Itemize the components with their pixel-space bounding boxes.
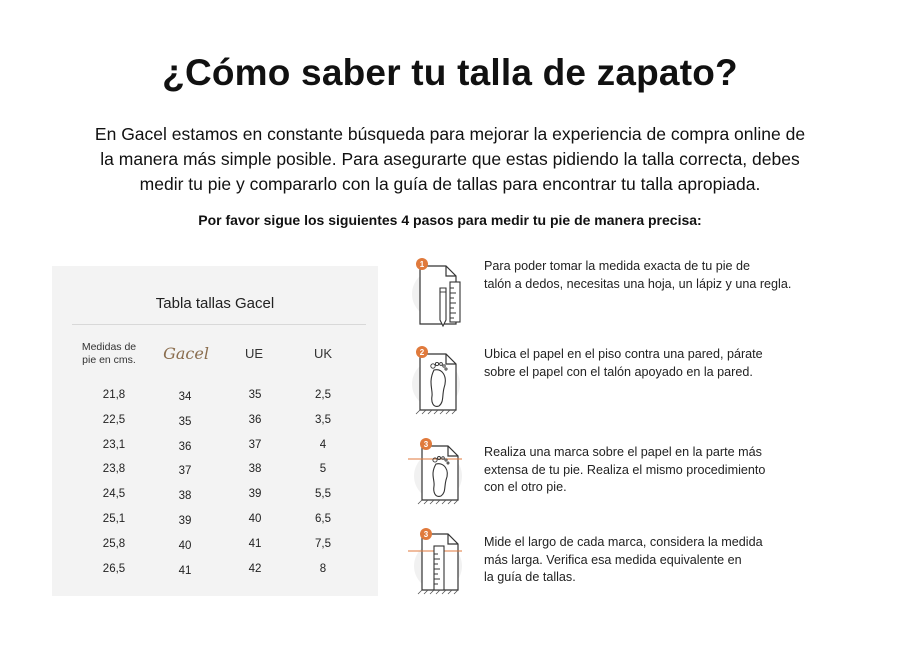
step-badge: 1 bbox=[419, 260, 425, 269]
step-badge: 2 bbox=[419, 348, 425, 357]
step-1-text bbox=[484, 258, 844, 293]
cell-gacel: 39 bbox=[178, 514, 192, 527]
table-row bbox=[52, 533, 378, 558]
cell-gacel: 34 bbox=[178, 391, 192, 403]
cell-cm: 23,1 bbox=[102, 438, 126, 451]
cell-gacel: 36 bbox=[178, 440, 192, 453]
cell-uk: 3,5 bbox=[315, 413, 331, 426]
cell-cm: 23,8 bbox=[102, 463, 126, 476]
table-row bbox=[52, 434, 378, 459]
cell-gacel: 41 bbox=[178, 564, 192, 577]
intro-line: medir tu pie y compararlo con la guía de tallas para encontrar tu talla apropiada. bbox=[139, 174, 761, 194]
mark-foot-icon bbox=[406, 436, 472, 506]
intro-paragraph bbox=[60, 122, 840, 197]
step-text-line: la guía de tallas. bbox=[484, 570, 576, 584]
col-header-uk: UK bbox=[313, 346, 333, 361]
col-header-measure bbox=[70, 341, 148, 367]
step-text-line: extensa de tu pie. Realiza el mismo procedimiento bbox=[484, 462, 766, 477]
cell-ue: 41 bbox=[248, 537, 262, 550]
table-row bbox=[52, 409, 378, 434]
size-table-panel bbox=[52, 266, 378, 596]
cell-ue: 39 bbox=[248, 488, 262, 501]
foot-on-paper-icon bbox=[406, 346, 472, 416]
gacel-logo: Gacel bbox=[163, 344, 209, 363]
size-table-title: Tabla tallas Gacel bbox=[155, 295, 275, 312]
step-3-text bbox=[484, 444, 844, 497]
cell-ue: 42 bbox=[248, 562, 262, 575]
cell-cm: 24,5 bbox=[102, 488, 126, 501]
cell-uk: 4 bbox=[319, 438, 327, 451]
cell-ue: 35 bbox=[248, 389, 262, 401]
step-text-line: talón a dedos, necesitas una hoja, un lápiz y una regla. bbox=[484, 276, 792, 291]
table-row bbox=[52, 483, 378, 508]
page-title: ¿Cómo saber tu talla de zapato? bbox=[162, 52, 738, 93]
step-text-line: más larga. Verifica esa medida equivalente en bbox=[484, 552, 742, 567]
col-header-measure-line: pie en cms. bbox=[82, 354, 136, 366]
step-badge: 3 bbox=[423, 530, 429, 539]
step-text-line: Realiza una marca sobre el papel en la parte más bbox=[484, 445, 762, 459]
step-text-line: sobre el papel con el talón apoyado en la pared. bbox=[484, 364, 753, 379]
step-badge: 3 bbox=[423, 440, 429, 449]
step-4-text bbox=[484, 534, 844, 587]
cell-uk: 5 bbox=[319, 463, 327, 476]
cell-cm: 22,5 bbox=[102, 413, 126, 426]
size-table-rows bbox=[52, 384, 378, 582]
cell-gacel: 38 bbox=[178, 490, 192, 503]
table-row bbox=[52, 458, 378, 483]
intro-line: la manera más simple posible. Para asegurarte que estas pidiendo la talla correcta, debes bbox=[100, 149, 800, 169]
table-row bbox=[52, 558, 378, 583]
step-text-line: con el otro pie. bbox=[484, 480, 567, 494]
cell-uk: 2,5 bbox=[315, 389, 331, 401]
cell-uk: 7,5 bbox=[315, 537, 331, 550]
table-row bbox=[52, 384, 378, 409]
cell-uk: 5,5 bbox=[315, 488, 331, 501]
cell-cm: 21,8 bbox=[102, 389, 126, 401]
cell-ue: 36 bbox=[248, 413, 262, 426]
cell-cm: 25,1 bbox=[102, 512, 126, 525]
step-2-text bbox=[484, 346, 844, 381]
intro-line: En Gacel estamos en constante búsqueda para mejorar la experiencia de compra online de bbox=[94, 124, 806, 144]
step-text-line: Mide el largo de cada marca, considera la medida bbox=[484, 535, 763, 549]
col-header-ue: UE bbox=[244, 346, 264, 361]
step-3 bbox=[406, 436, 866, 506]
cell-cm: 26,5 bbox=[102, 562, 126, 575]
step-1 bbox=[406, 258, 866, 328]
table-divider bbox=[72, 324, 366, 325]
step-4 bbox=[406, 526, 866, 596]
cell-uk: 6,5 bbox=[315, 512, 331, 525]
cell-gacel: 40 bbox=[178, 539, 192, 552]
step-text-line: Para poder tomar la medida exacta de tu pie de bbox=[484, 259, 751, 273]
cell-ue: 37 bbox=[248, 438, 262, 451]
measure-mark-icon bbox=[406, 526, 472, 596]
cell-uk: 8 bbox=[319, 562, 327, 575]
steps-lead: Por favor sigue los siguientes 4 pasos para medir tu pie de manera precisa: bbox=[198, 212, 702, 228]
cell-cm: 25,8 bbox=[102, 537, 126, 550]
paper-pencil-ruler-icon bbox=[406, 258, 472, 328]
cell-ue: 38 bbox=[248, 463, 262, 476]
col-header-measure-line: Medidas de bbox=[81, 341, 137, 353]
cell-gacel: 35 bbox=[178, 415, 192, 428]
step-text-line: Ubica el papel en el piso contra una pared, párate bbox=[484, 347, 763, 361]
cell-gacel: 37 bbox=[178, 465, 192, 478]
cell-ue: 40 bbox=[248, 512, 262, 525]
step-2 bbox=[406, 346, 866, 416]
table-row bbox=[52, 508, 378, 533]
